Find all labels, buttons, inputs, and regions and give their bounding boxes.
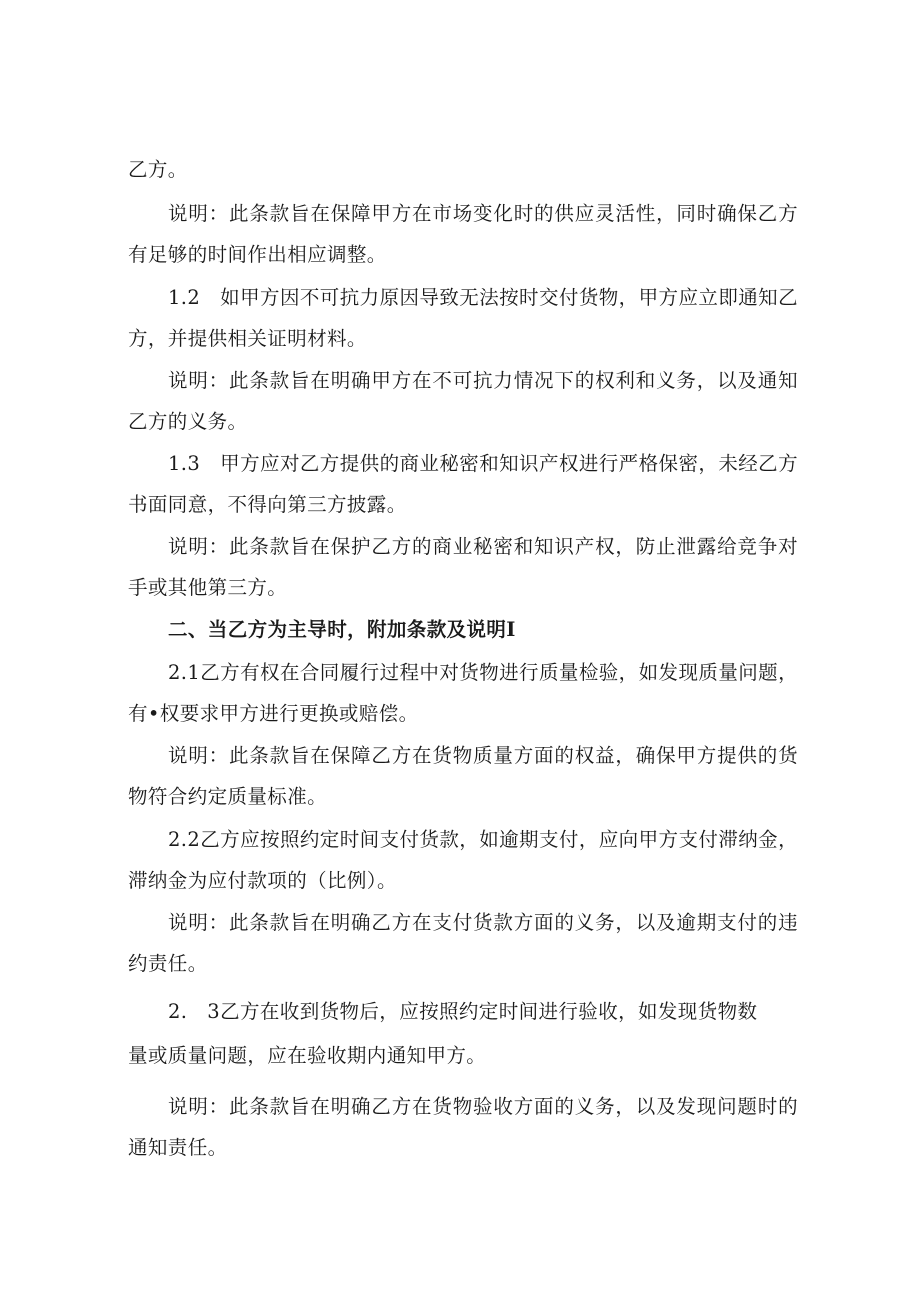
section-heading: 二、当乙方为主导时，附加条款及说明I	[168, 618, 516, 641]
text-line: 说明：此条款旨在保障乙方在货物质量方面的权益，确保甲方提供的货	[168, 744, 798, 767]
text-line: 乙方的义务。	[128, 410, 248, 433]
text-line: 通知责任。	[128, 1136, 228, 1159]
text-line: 2. 3乙方在收到货物后，应按照约定时间进行验收，如发现货物数	[168, 1000, 758, 1023]
text-line: 说明：此条款旨在明确乙方在支付货款方面的义务，以及逾期支付的违	[168, 911, 798, 934]
text-line: 2.1乙方有权在合同履行过程中对货物进行质量检验，如发现质量问题，	[168, 661, 798, 684]
text-line: 有足够的时间作出相应调整。	[128, 243, 387, 266]
text-line: 约责任。	[128, 952, 208, 975]
text-line: 说明：此条款旨在保护乙方的商业秘密和知识产权，防止泄露给竞争对	[168, 535, 798, 558]
text-line: 乙方。	[128, 158, 188, 181]
text-line: 方，并提供相关证明材料。	[128, 327, 367, 350]
text-line: 物符合约定质量标准。	[128, 785, 328, 808]
text-line: 书面同意，不得向第三方披露。	[128, 493, 407, 516]
text-line: 说明：此条款旨在保障甲方在市场变化时的供应灵活性，同时确保乙方	[168, 202, 798, 225]
text-line: 2.2乙方应按照约定时间支付货款，如逾期支付，应向甲方支付滞纳金，	[168, 828, 798, 851]
text-line: 说明：此条款旨在明确甲方在不可抗力情况下的权利和义务，以及通知	[168, 369, 798, 392]
text-line: 手或其他第三方。	[128, 576, 288, 599]
text-line: 1.3 甲方应对乙方提供的商业秘密和知识产权进行严格保密，未经乙方	[168, 452, 798, 475]
text-line: 量或质量问题，应在验收期内通知甲方。	[128, 1044, 487, 1067]
text-line: 滞纳金为应付款项的（比例）。	[128, 869, 397, 892]
text-line: 1.2 如甲方因不可抗力原因导致无法按时交付货物，甲方应立即通知乙	[168, 286, 798, 309]
text-line: 说明：此条款旨在明确乙方在货物验收方面的义务，以及发现问题时的	[168, 1095, 798, 1118]
text-line: 有•权要求甲方进行更换或赔偿。	[128, 702, 419, 725]
